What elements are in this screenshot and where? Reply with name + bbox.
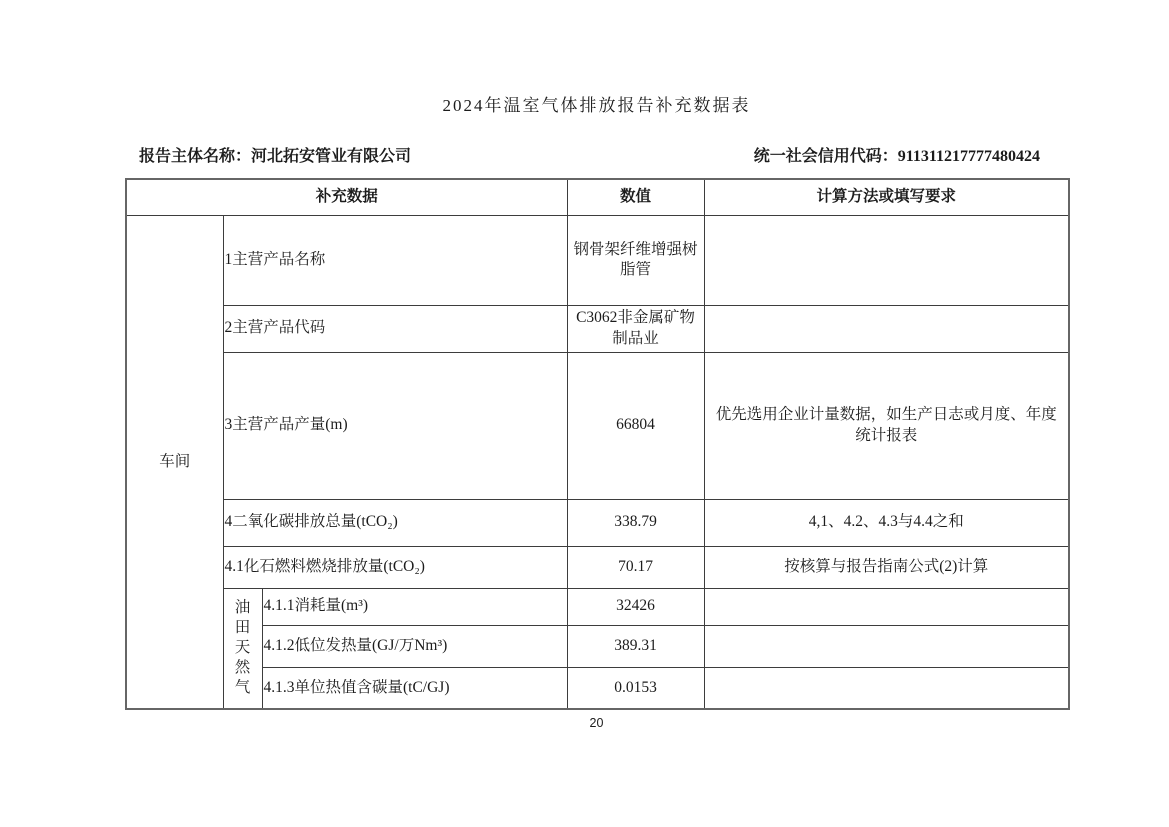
row-method-cell (704, 305, 1069, 352)
group-label-cell: 车间 (126, 215, 223, 709)
row-method-cell: 优先选用企业计量数据，如生产日志或月度、年度统计报表 (704, 352, 1069, 499)
row-label-cell: 4.1化石燃料燃烧排放量(tCO₂) (223, 546, 567, 588)
header-method: 计算方法或填写要求 (704, 179, 1069, 215)
table-row-product-code (126, 305, 1069, 352)
table-row-fossil-fuel-emission (126, 546, 1069, 588)
header-value: 数值 (567, 179, 704, 215)
row-value-cell: 338.79 (567, 499, 704, 546)
row-label-cell: 4.1.2低位发热量(GJ/万Nm³) (262, 625, 567, 667)
row-value-cell: 389.31 (567, 625, 704, 667)
credit-code-value: 911311217777480424 (897, 148, 1040, 165)
table-row-heating-value (126, 625, 1069, 667)
row-method-cell: 按核算与报告指南公式(2)计算 (704, 546, 1069, 588)
supplementary-data-table (125, 178, 1070, 710)
table-row-product-output (126, 352, 1069, 499)
fuel-group-label-text: 油田天然气 (234, 599, 251, 697)
report-info-row (125, 143, 1068, 166)
credit-code-label: 统一社会信用代码： (753, 148, 898, 165)
table-row-carbon-content (126, 667, 1069, 709)
row-value-cell: 66804 (567, 352, 704, 499)
page-number: 20 (589, 716, 604, 730)
document-title: 2024年温室气体排放报告补充数据表 (442, 96, 751, 115)
row-label-cell: 2主营产品代码 (223, 305, 567, 352)
credit-code-field (754, 143, 1040, 166)
row-value-cell: 70.17 (567, 546, 704, 588)
table-row-consumption (126, 588, 1069, 625)
row-value-cell: 32426 (567, 588, 704, 625)
row-value-cell: 钢骨架纤维增强树脂管 (567, 215, 704, 305)
row-label-cell: 4二氧化碳排放总量(tCO₂) (223, 499, 567, 546)
table-row-total-co2 (126, 499, 1069, 546)
row-method-cell: 4,1、4.2、4.3与4.4之和 (704, 499, 1069, 546)
row-method-cell (704, 588, 1069, 625)
row-label-cell: 4.1.1消耗量(m³) (262, 588, 567, 625)
row-method-cell (704, 625, 1069, 667)
header-supplementary-data: 补充数据 (126, 179, 567, 215)
entity-name-value: 河北拓安管业有限公司 (251, 148, 412, 165)
row-label-cell: 4.1.3单位热值含碳量(tC/GJ) (262, 667, 567, 709)
fuel-group-label-cell (223, 588, 262, 709)
entity-name-field (139, 143, 411, 166)
row-method-cell (704, 667, 1069, 709)
entity-name-label: 报告主体名称： (139, 148, 252, 165)
row-label-cell: 1主营产品名称 (223, 215, 567, 305)
row-label-cell: 3主营产品产量(m) (223, 352, 567, 499)
table-header-row (126, 179, 1069, 215)
table-row-product-name (126, 215, 1069, 305)
row-value-cell: 0.0153 (567, 667, 704, 709)
row-method-cell (704, 215, 1069, 305)
row-value-cell: C3062非金属矿物制品业 (567, 305, 704, 352)
